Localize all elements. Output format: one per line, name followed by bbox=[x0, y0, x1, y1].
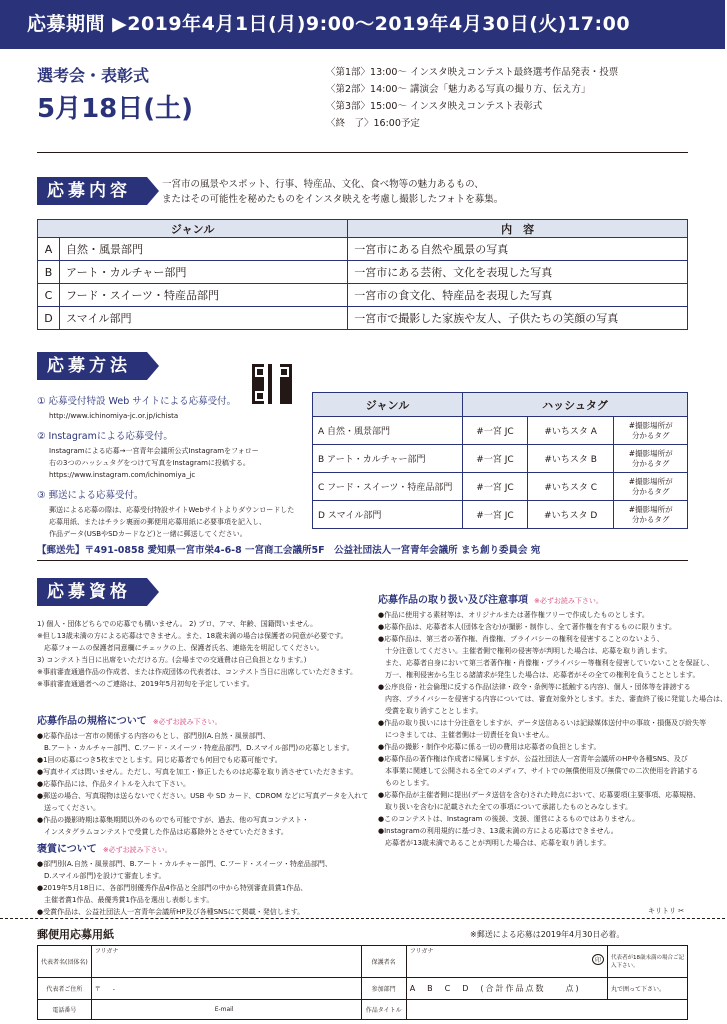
row-content: 一宮市で撮影した家族や友人、子供たちの笑顔の写真 bbox=[348, 307, 688, 330]
hashtag-table bbox=[312, 392, 688, 529]
address-field[interactable] bbox=[91, 978, 361, 1000]
method-2-title: ② Instagramによる応募受付。 bbox=[37, 431, 173, 442]
form-deadline-note: ※郵送による応募は2019年4月30日必着。 bbox=[470, 930, 625, 939]
hashtag: #撮影場所が bbox=[628, 420, 673, 430]
handling-line: ●Instagramの利用規約に基づき、13歳未満の方による応募はできません。 bbox=[378, 827, 618, 835]
handling-line: ●作品の撮影・制作や応募に係る一切の費用は応募者の負担とします。 bbox=[378, 743, 601, 751]
prize-title-text: 褒賞について bbox=[37, 844, 97, 855]
hashtag: #いちスタ B bbox=[527, 445, 613, 473]
postal-label: 〒 - bbox=[94, 986, 115, 993]
hashtag: #いちスタ A bbox=[527, 417, 613, 445]
work-title-field[interactable] bbox=[406, 1000, 687, 1020]
prize-line: D.スマイル部門)を設けて審査します。 bbox=[37, 872, 166, 880]
content-desc-line: 一宮市の風景やスポット、行事、特産品、文化、食べ物等の魅力あるもの、 bbox=[162, 179, 484, 190]
application-form bbox=[37, 945, 688, 1020]
spec-line: ●写真サイズは問いません。ただし、写真を加工・修正したものは応募を取り消させていただきます。 bbox=[37, 768, 358, 776]
col-header-genre: ジャンル bbox=[38, 220, 348, 238]
hashtag: #一宮 JC bbox=[463, 501, 528, 529]
prize-line: ●受賞作品は、公益社団法人一宮青年会議所HP及び各種SNSにて掲載・発信します。 bbox=[37, 908, 305, 916]
tag-genre: C フード・スイーツ・特産品部門 bbox=[313, 473, 463, 501]
handling-line: ものとします。 bbox=[378, 779, 434, 787]
table-row bbox=[313, 501, 688, 529]
label-division: 参加部門 bbox=[361, 978, 406, 1000]
method-3-line: 応募用紙、またはチラシ裏面の郵便用応募用紙に必要事項を記入し、 bbox=[49, 518, 266, 526]
hashtag: #いちスタ C bbox=[527, 473, 613, 501]
row-genre: アート・カルチャー部門 bbox=[60, 261, 348, 284]
divider bbox=[37, 152, 688, 153]
schedule-item: 〈第1部〉13:00〜 インスタ映えコンテスト最終選考作品発表・投票 bbox=[326, 67, 619, 78]
row-key: B bbox=[38, 261, 60, 284]
handling-line: 応募者が13歳未満であることが判明した場合は、応募を取り消します。 bbox=[378, 839, 611, 847]
hashtag: 分かるタグ bbox=[631, 486, 670, 496]
hashtag: 分かるタグ bbox=[631, 430, 670, 440]
col-header-hashtag: ハッシュタグ bbox=[463, 393, 688, 417]
method-1-title: ① 応募受付特設 Web サイトによる応募受付。 bbox=[37, 396, 237, 407]
eligibility-line: ※但し13歳未満の方による応募はできません。また、18歳未満の場合は保護者の同意が必要です。 bbox=[37, 632, 348, 640]
phone-field[interactable] bbox=[91, 1000, 361, 1020]
rep-name-field[interactable] bbox=[91, 946, 361, 978]
handling-line: 取り扱いを含む)に記載された全ての事項について承諾したものとみなします。 bbox=[378, 803, 633, 811]
spec-line: 送ってください。 bbox=[37, 804, 100, 812]
method-3-title: ③ 郵送による応募受付。 bbox=[37, 490, 144, 501]
row-key: D bbox=[38, 307, 60, 330]
seal-note: 代表者が18歳未満の場合ご記入下さい。 bbox=[608, 946, 688, 978]
row-key: A bbox=[38, 238, 60, 261]
prize-line: ●部門別(A.自然・風景部門、B.アート・カルチャー部門、C.フード・スイーツ・特産品部門、 bbox=[37, 860, 332, 868]
spec-line: B.アート・カルチャー部門、C.フード・スイーツ・特産品部門、D.スマイル部門)の応募とします。 bbox=[37, 744, 354, 752]
schedule-item: 〈第2部〉14:00〜 講演会「魅力ある写真の撮り方、伝え方」 bbox=[326, 84, 591, 95]
spec-line: ●郵送の場合、写真現物は送らないでください。USB や SD カード、CDROM などに写真データを入れて bbox=[37, 792, 369, 800]
eligibility-line: 応募フォームの保護者同意欄にチェックの上、保護者氏名、連絡先を明記してください。 bbox=[37, 644, 324, 652]
handling-line: また、応募者自身において第三者著作権・肖像権・プライバシー等権利を侵害していないことを保証し、 bbox=[378, 659, 714, 667]
handling-title-text: 応募作品の取り扱い及び注意事項 bbox=[378, 595, 528, 606]
handling-line: 内容、プライバシーを侵害する内容については、審査対象外とします。また、審査終了後に発覚した場合は、 bbox=[378, 695, 727, 703]
schedule-item: 〈終 了〉16:00予定 bbox=[326, 118, 420, 129]
schedule-item: 〈第3部〉15:00〜 インスタ映えコンテスト表彰式 bbox=[326, 101, 543, 112]
guardian-field[interactable] bbox=[406, 946, 607, 978]
handling-line: 本事業に関連して公開される全てのメディア、サイトでの無償使用及び無償での二次使用を許諾する bbox=[378, 767, 699, 775]
spec-line: ●作品の撮影時期は募集期間以外のものでも可能ですが、過去、他の写真コンテスト・ bbox=[37, 816, 309, 824]
handling-title bbox=[378, 591, 603, 606]
row-content: 一宮市の食文化、特産品を表現した写真 bbox=[348, 284, 688, 307]
spec-line: ●応募作品には、作品タイトルを入れて下さい。 bbox=[37, 780, 190, 788]
seal-mark: 印 bbox=[592, 954, 604, 965]
eligibility-line: 3) コンテスト当日に出席をいただける方。(会場までの交通費は自己負担となります。) bbox=[37, 656, 307, 664]
row-genre: 自然・風景部門 bbox=[60, 238, 348, 261]
hashtag: #撮影場所が bbox=[628, 476, 673, 486]
method-3-line: 作品データ(USBやSDカードなど)と一緒に郵送してください。 bbox=[49, 530, 247, 538]
row-content: 一宮市にある芸術、文化を表現した写真 bbox=[348, 261, 688, 284]
furigana-label: フリガナ bbox=[94, 948, 119, 955]
spec-note: ※必ずお読み下さい。 bbox=[152, 718, 222, 726]
handling-line: ●応募作品が主催者側に提出(データ送信を含む)された時点において、応募要項(主要事項、応募規格、 bbox=[378, 791, 701, 799]
mailing-address: 【郵送先】〒491-0858 愛知県一宮市栄4-6-8 一宮商工会議所5F 公益社団法人一宮青年会議所 まち創り委員会 宛 bbox=[37, 545, 541, 556]
prize-list bbox=[37, 858, 357, 918]
handling-note: ※必ずお読み下さい。 bbox=[534, 597, 603, 605]
section-title-method: 応募方法 bbox=[37, 352, 147, 380]
division-options[interactable]: A B C D (合計作品点数 点) bbox=[406, 978, 607, 1000]
method-2-line: 右の3つのハッシュタグをつけて写真をInstagramに投稿する。 bbox=[49, 459, 250, 467]
spec-line: インスタグラムコンテストで受賞した作品は応募除外とさせていただきます。 bbox=[37, 828, 288, 836]
spec-line: ●1回の応募につき5枚までとします。同じ応募者でも何回でも応募可能です。 bbox=[37, 756, 282, 764]
method-1-url[interactable]: http://www.ichinomiya-jc.or.jp/ichista bbox=[49, 412, 179, 420]
tag-genre: B アート・カルチャー部門 bbox=[313, 445, 463, 473]
label-work-title: 作品タイトル bbox=[361, 1000, 406, 1020]
handling-line: ●このコンテストは、Instagram の後援、支援、運営によるものではありません。 bbox=[378, 815, 640, 823]
hashtag: #一宮 JC bbox=[463, 445, 528, 473]
eligibility-line: ※事前審査通過者へのご連絡は、2019年5月初旬を予定しています。 bbox=[37, 680, 254, 688]
col-header-genre: ジャンル bbox=[313, 393, 463, 417]
prize-line: 主催者賞1作品、最優秀賞1作品を選出し表彰します。 bbox=[37, 896, 214, 904]
label-address: 代表者ご住所 bbox=[38, 978, 92, 1000]
hashtag: 分かるタグ bbox=[631, 458, 670, 468]
spec-title-text: 応募作品の規格について bbox=[37, 716, 147, 727]
handling-line: ●応募作品の著作権は作成者に帰属しますが、公益社団法人一宮青年会議所のHPや各種SNS、及び bbox=[378, 755, 688, 763]
handling-line: ●作品の取り扱いには十分注意をしますが、データ送信あるいは記録媒体送付中の事故・損傷及び紛失等 bbox=[378, 719, 707, 727]
handling-line: 十分注意してください。主催者側で権利の侵害等が判明した場合は、応募を取り消します。 bbox=[378, 647, 672, 655]
handling-line: ●応募作品は、応募者本人(団体を含む)が撮影・制作し、全て著作権を有するものに限ります。 bbox=[378, 623, 677, 631]
ceremony-schedule bbox=[326, 64, 618, 132]
furigana-label: フリガナ bbox=[409, 948, 434, 955]
content-description bbox=[162, 177, 503, 207]
table-row bbox=[313, 473, 688, 501]
scissors-icon: ✂ bbox=[678, 907, 685, 915]
handling-line: につきましては、主催者側は一切責任を負いません。 bbox=[378, 731, 554, 739]
method-2-url[interactable]: https://www.instagram.com/ichinomiya_jc bbox=[49, 471, 196, 479]
ceremony-date: 5月18日(土) bbox=[37, 94, 194, 124]
table-row bbox=[38, 284, 688, 307]
row-key: C bbox=[38, 284, 60, 307]
method-list bbox=[37, 393, 294, 540]
form-title: 郵便用応募用紙 bbox=[37, 928, 114, 941]
row-content: 一宮市にある自然や風景の写真 bbox=[348, 238, 688, 261]
handling-line: 万一、権利侵害から生じる諸請求が発生した場合は、応募者がその全ての権利を負うこととします。 bbox=[378, 671, 700, 679]
col-header-content: 内 容 bbox=[348, 220, 688, 238]
tag-genre: A 自然・風景部門 bbox=[313, 417, 463, 445]
handling-line: 受賞を取り消すこととします。 bbox=[378, 707, 483, 715]
spec-list bbox=[37, 730, 369, 838]
content-desc-line: またはその可能性を秘めたものをインスタ映えを考慮し撮影したフォトを募集。 bbox=[162, 194, 504, 205]
hashtag: 分かるタグ bbox=[631, 514, 670, 524]
application-period-banner: 応募期間 ▶2019年4月1日(月)9:00〜2019年4月30日(火)17:00 bbox=[0, 0, 725, 49]
prize-title bbox=[37, 840, 172, 855]
table-row bbox=[313, 417, 688, 445]
handling-line: ●公序良俗・社会倫理に反する作品(法律・政令・条例等に抵触する内容)、個人・団体等を誹謗する bbox=[378, 683, 691, 691]
prize-note: ※必ずお読み下さい。 bbox=[102, 846, 172, 854]
method-2-line: Instagramによる応募→一宮青年会議所公式Instagramをフォロー bbox=[49, 447, 259, 455]
hashtag: #一宮 JC bbox=[463, 417, 528, 445]
hashtag: #一宮 JC bbox=[463, 473, 528, 501]
spec-title bbox=[37, 712, 222, 727]
cut-label bbox=[648, 906, 684, 916]
cut-line bbox=[0, 918, 725, 919]
hashtag: #撮影場所が bbox=[628, 504, 673, 514]
cut-text: キリトリ bbox=[648, 907, 676, 915]
section-title-content: 応募内容 bbox=[37, 177, 147, 205]
row-genre: スマイル部門 bbox=[60, 307, 348, 330]
label-guardian: 保護者名 bbox=[361, 946, 406, 978]
hashtag: #撮影場所が bbox=[628, 448, 673, 458]
circle-note: 丸で囲って下さい。 bbox=[608, 978, 688, 1000]
label-email: E-mail bbox=[214, 1006, 234, 1013]
table-row bbox=[38, 261, 688, 284]
eligibility-line: 1) 個人・団体どちらでの応募でも構いません。 2) プロ、アマ、年齢、国籍問いません。 bbox=[37, 620, 318, 628]
handling-list bbox=[378, 609, 727, 849]
table-row bbox=[38, 307, 688, 330]
label-rep-name: 代表者名(団体名) bbox=[38, 946, 92, 978]
section-title-eligibility: 応募資格 bbox=[37, 578, 147, 606]
divider bbox=[37, 560, 688, 561]
handling-line: ●応募作品は、第三者の著作権、肖像権、プライバシーの権利を侵害することのないよう、 bbox=[378, 635, 664, 643]
tag-genre: D スマイル部門 bbox=[313, 501, 463, 529]
spec-line: ●応募作品は一宮市の関係する内容のもとし、部門別(A.自然・風景部門、 bbox=[37, 732, 270, 740]
handling-line: ●作品に使用する素材等は、オリジナルまたは著作権フリーで作成したものとします。 bbox=[378, 611, 649, 619]
row-genre: フード・スイーツ・特産品部門 bbox=[60, 284, 348, 307]
table-row bbox=[38, 238, 688, 261]
category-table bbox=[37, 219, 688, 330]
prize-line: ●2019年5月18日に、各部門別優秀作品4作品と全部門の中から特別審査員賞1作品、 bbox=[37, 884, 308, 892]
eligibility-line: ※事前審査通過作品の作成者、または作成団体の代表者は、コンテスト当日に出席していただきます。 bbox=[37, 668, 358, 676]
ceremony-label: 選考会・表彰式 bbox=[37, 66, 150, 85]
label-phone: 電話番号 bbox=[38, 1000, 92, 1020]
method-3-line: 郵送による応募の際は、応募受付特設サイトWebサイトよりダウンロードした bbox=[49, 506, 295, 514]
table-row bbox=[313, 445, 688, 473]
hashtag: #いちスタ D bbox=[527, 501, 613, 529]
eligibility-list bbox=[37, 618, 357, 690]
